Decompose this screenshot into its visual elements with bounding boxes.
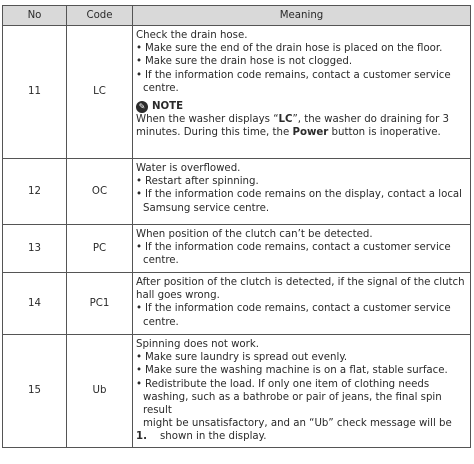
meaning-bullet: • If the information code remains, contact a customer service (136, 69, 466, 82)
meaning-intro: Spinning does not work. (136, 339, 259, 350)
row-meaning (133, 225, 471, 273)
meaning-bullet: • If the information code remains, contact a customer service (136, 302, 466, 315)
meaning-bullet: • Make sure the end of the drain hose is placed on the floor. (136, 42, 466, 55)
row-meaning (133, 159, 471, 225)
table-header-row (3, 6, 471, 26)
numbered-step (136, 430, 466, 443)
header-meaning: Meaning (133, 6, 471, 26)
row-number: 15 (3, 335, 67, 448)
note-text: When the washer displays “LC”, the washer do draining for 3 minutes. During this time, the Power button is inoperative. (136, 114, 450, 139)
table-row (3, 159, 471, 225)
step-text: shown in the display. (160, 431, 267, 443)
meaning-intro: Water is overflowed. (136, 163, 241, 174)
row-number: 12 (3, 159, 67, 225)
table-row (3, 26, 471, 159)
note-button-name: Power (292, 127, 329, 139)
row-code: PC1 (67, 273, 133, 335)
row-code: LC (67, 26, 133, 159)
note-heading (136, 100, 466, 113)
row-code: PC (67, 225, 133, 273)
row-number: 11 (3, 26, 67, 159)
table-row (3, 273, 471, 335)
meaning-intro: After position of the clutch is detected, if the signal of the clutch hall goes wrong. (136, 277, 465, 302)
meaning-bullet: • If the information code remains, contact a customer service (136, 241, 466, 254)
meaning-bullet-continued: washing, such as a bathrobe or pair of jeans, the final spin result (143, 391, 442, 417)
meaning-bullet: • If the information code remains on the display, contact a local (136, 188, 466, 201)
row-number: 13 (3, 225, 67, 273)
meaning-bullet: • Make sure the drain hose is not clogged. (136, 55, 466, 68)
meaning-intro: When position of the clutch can’t be detected. (136, 229, 373, 240)
meaning-bullet: • Make sure laundry is spread out evenly. (136, 351, 466, 364)
step-number: 1. (136, 431, 147, 443)
meaning-intro: Check the drain hose. (136, 30, 248, 41)
meaning-bullet-continued: centre. (143, 82, 179, 94)
header-code: Code (67, 6, 133, 26)
row-number: 14 (3, 273, 67, 335)
row-meaning (133, 26, 471, 159)
meaning-bullet-continued: centre. (143, 316, 179, 328)
meaning-bullet: • Redistribute the load. If only one item of clothing needs (136, 378, 466, 391)
meaning-bullet-continued: centre. (143, 255, 179, 267)
row-code: Ub (67, 335, 133, 448)
meaning-bullet: • Make sure the washing machine is on a flat, stable surface. (136, 364, 466, 377)
meaning-bullet: • Restart after spinning. (136, 175, 466, 188)
row-meaning (133, 335, 471, 448)
note-code: LC (278, 114, 293, 126)
note-icon: ✎ (136, 101, 148, 113)
row-code: OC (67, 159, 133, 225)
meaning-bullet-continued: might be unsatisfactory, and an “Ub” check message will be (143, 418, 452, 430)
row-meaning (133, 273, 471, 335)
header-no: No (3, 6, 67, 26)
table-row (3, 335, 471, 448)
meaning-bullet-continued: Samsung service centre. (143, 202, 270, 214)
table-row (3, 225, 471, 273)
error-code-table (2, 5, 471, 448)
note-title: NOTE (152, 101, 184, 113)
